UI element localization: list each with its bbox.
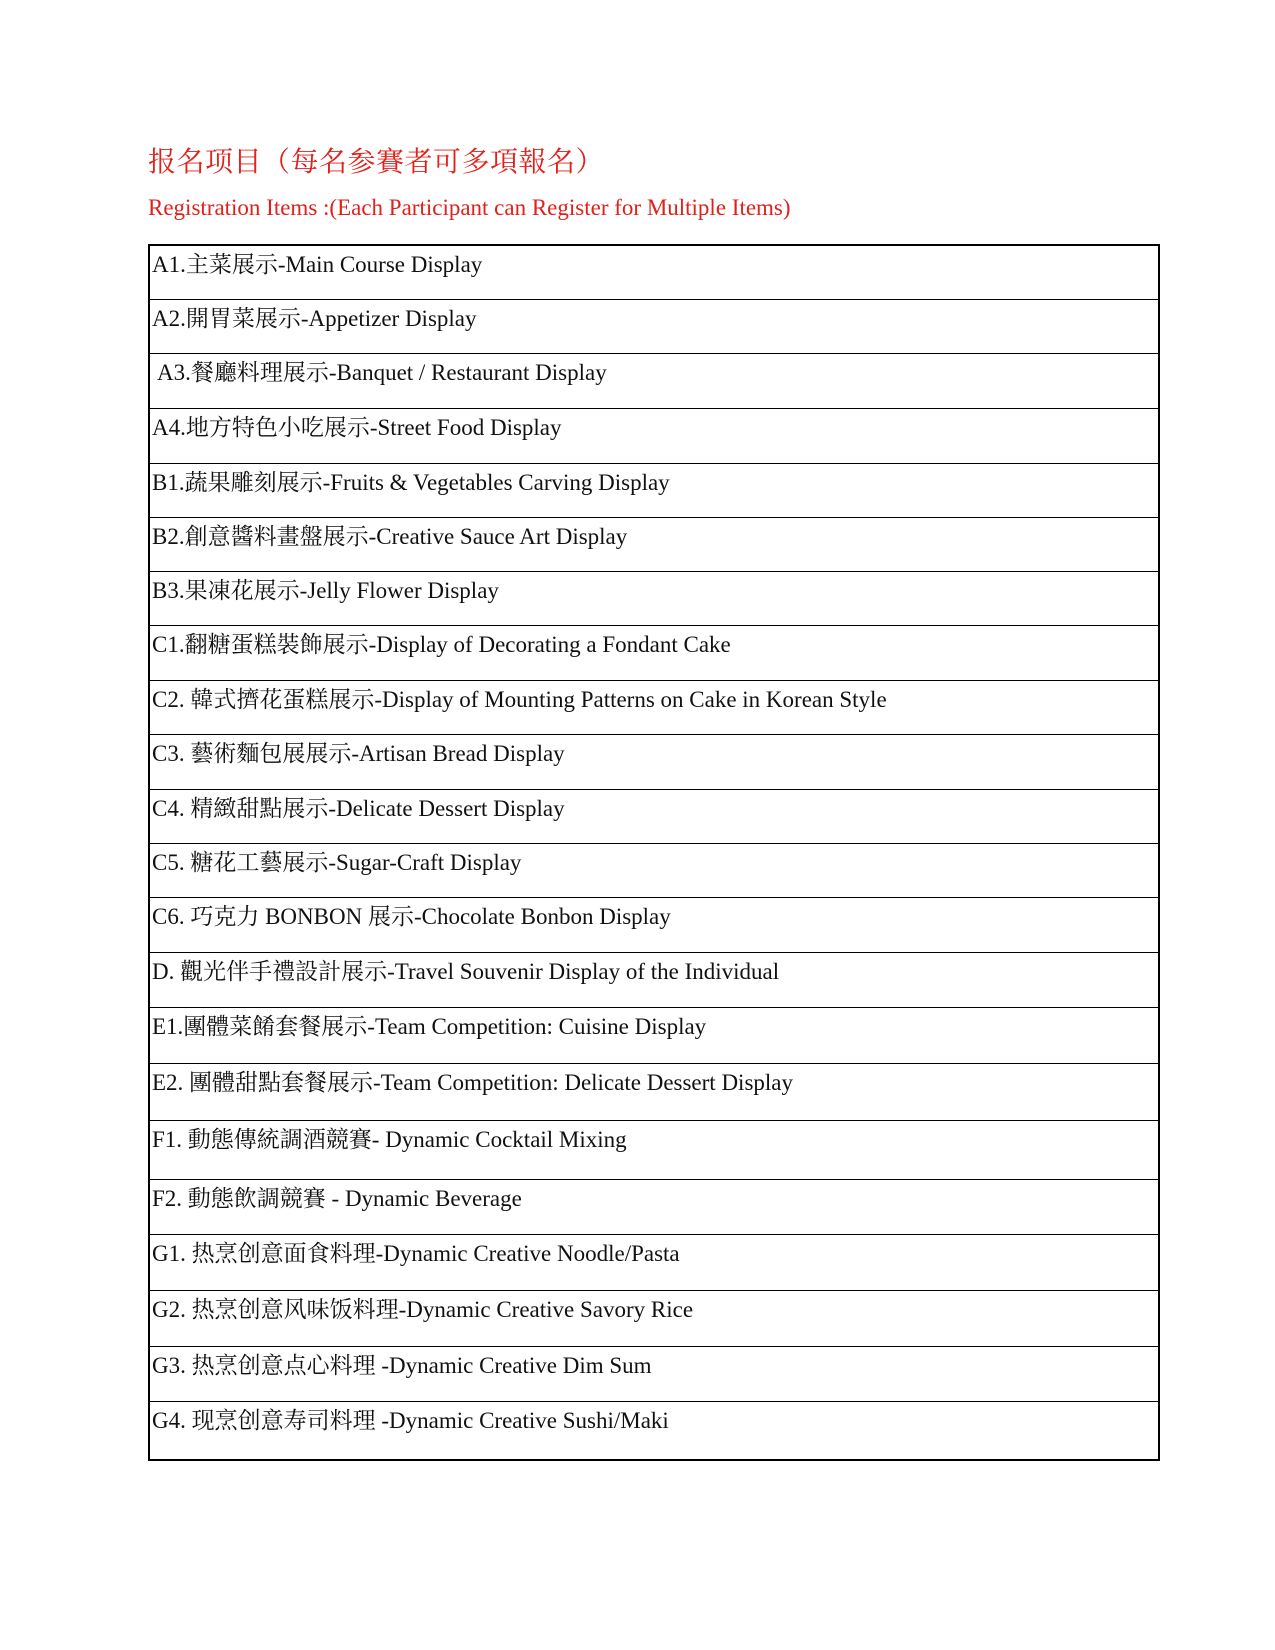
registration-item-a3: A3.餐廳料理展示-Banquet / Restaurant Display [150,354,1158,409]
registration-item-c6: C6. 巧克力 BONBON 展示-Chocolate Bonbon Display [150,898,1158,953]
registration-item-d: D. 觀光伴手禮設計展示-Travel Souvenir Display of the Individual [150,953,1158,1008]
registration-item-f2: F2. 動態飲調競賽 - Dynamic Beverage [150,1180,1158,1235]
registration-item-e1: E1.團體菜餚套餐展示-Team Competition: Cuisine Display [150,1008,1158,1064]
registration-item-g1: G1. 热烹创意面食料理-Dynamic Creative Noodle/Pasta [150,1235,1158,1291]
registration-item-f1: F1. 動態傳統調酒競賽- Dynamic Cocktail Mixing [150,1121,1158,1180]
registration-item-c3: C3. 藝術麵包展展示-Artisan Bread Display [150,735,1158,790]
registration-item-b3: B3.果凍花展示-Jelly Flower Display [150,572,1158,626]
registration-item-c5: C5. 糖花工藝展示-Sugar-Craft Display [150,844,1158,898]
registration-item-g3: G3. 热烹创意点心料理 -Dynamic Creative Dim Sum [150,1347,1158,1402]
registration-item-g4: G4. 现烹创意寿司料理 -Dynamic Creative Sushi/Maki [152,1408,669,1433]
registration-item-c4: C4. 精緻甜點展示-Delicate Dessert Display [150,790,1158,844]
registration-item-b2: B2.創意醬料畫盤展示-Creative Sauce Art Display [150,518,1158,572]
registration-item-c2: C2. 韓式擠花蛋糕展示-Display of Mounting Patterns on Cake in Korean Style [150,681,1158,735]
registration-item-a1: A1.主菜展示-Main Course Display [150,246,1158,300]
registration-item-g2: G2. 热烹创意风味饭料理-Dynamic Creative Savory Rice [150,1291,1158,1347]
registration-item-b1: B1.蔬果雕刻展示-Fruits & Vegetables Carving Display [150,464,1158,518]
registration-item-a2: A2.開胃菜展示-Appetizer Display [150,300,1158,354]
registration-item-e2: E2. 團體甜點套餐展示-Team Competition: Delicate Dessert Display [150,1064,1158,1121]
page-title-english: Registration Items :(Each Participant can Register for Multiple Items) [148,195,791,220]
registration-item-c1: C1.翻糖蛋糕裝飾展示-Display of Decorating a Fondant Cake [150,626,1158,681]
page-title-chinese: 报名项目（每名参賽者可多項報名） [148,147,605,178]
registration-items-table [148,244,1160,1461]
registration-item-a4: A4.地方特色小吃展示-Street Food Display [150,409,1158,464]
